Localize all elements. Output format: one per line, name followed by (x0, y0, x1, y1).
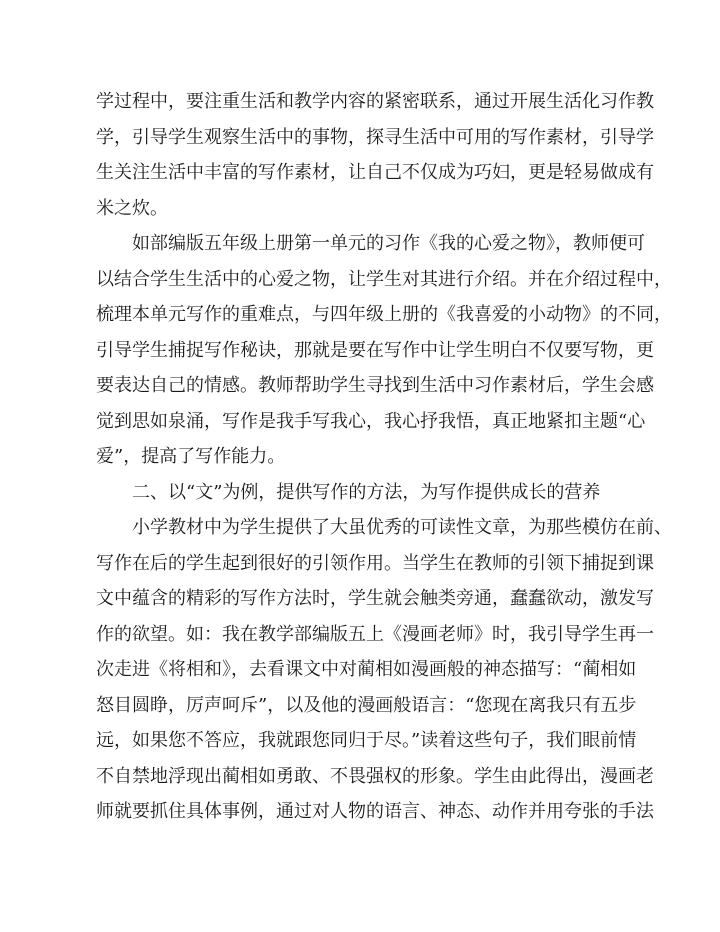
text-line: 爱”，提高了写作能力。 (96, 446, 286, 467)
text-line: 引导学生捕捉写作秘诀，那就是要在写作中让学生明白不仅要写物，更 (96, 339, 654, 361)
text-line: 梳理本单元写作的重难点，与四年级上册的《我喜爱的小动物》的不同， (96, 304, 672, 325)
text-line: 米之炊。 (96, 197, 168, 219)
body-text (96, 84, 672, 830)
text-line: 写作在后的学生起到很好的引领作用。当学生在教师的引领下捕捉到课 (96, 552, 654, 574)
text-line: 远，如果您不答应，我就跟您同归于尽。”读着这些句子，我们眼前情 (96, 730, 637, 751)
text-line: 次走进《将相和》，去看课文中对蔺相如漫画般的神态描写：“蔺相如 (96, 659, 637, 680)
text-line: 要表达自己的情感。教师帮助学生寻找到生活中习作素材后，学生会感 (96, 375, 654, 396)
text-line: 师就要抓住具体事例，通过对人物的语言、神态、动作并用夸张的手法 (96, 801, 654, 822)
text-line: 作的欲望。如：我在教学部编版五上《漫画老师》时，我引导学生再一 (96, 623, 654, 645)
text-line: 如部编版五年级上册第一单元的习作《我的心爱之物》，教师便可 (96, 233, 645, 254)
text-line: 生关注生活中丰富的写作素材，让自己不仅成为巧妇，更是轻易做成有 (96, 162, 654, 183)
text-line: 不自禁地浮现出蔺相如勇敢、不畏强权的形象。学生由此得出，漫画老 (96, 765, 654, 787)
text-line: 怒目圆睁，厉声呵斥”，以及他的漫画般语言：“您现在离我只有五步 (96, 694, 637, 716)
text-line: 文中蕴含的精彩的写作方法时，学生就会触类旁通，蠢蠢欲动，激发写 (96, 588, 654, 609)
text-line: 觉到思如泉涌，写作是我手写我心，我心抒我悟，真正地紧扣主题“心 (96, 410, 646, 432)
section-heading: 二、以“文”为例，提供写作的方法，为写作提供成长的营养 (96, 481, 601, 503)
text-line: 小学教材中为学生提供了大虽优秀的可读性文章，为那些模仿在前、 (96, 517, 672, 538)
text-line: 学，引导学生观察生活中的事物，探寻生活中可用的写作素材，引导学 (96, 126, 654, 148)
text-line: 以结合学生生活中的心爱之物，让学生对其进行介绍。并在介绍过程中， (96, 268, 672, 290)
text-line: 学过程中，要注重生活和教学内容的紧密联系，通过开展生活化习作教 (96, 91, 654, 112)
